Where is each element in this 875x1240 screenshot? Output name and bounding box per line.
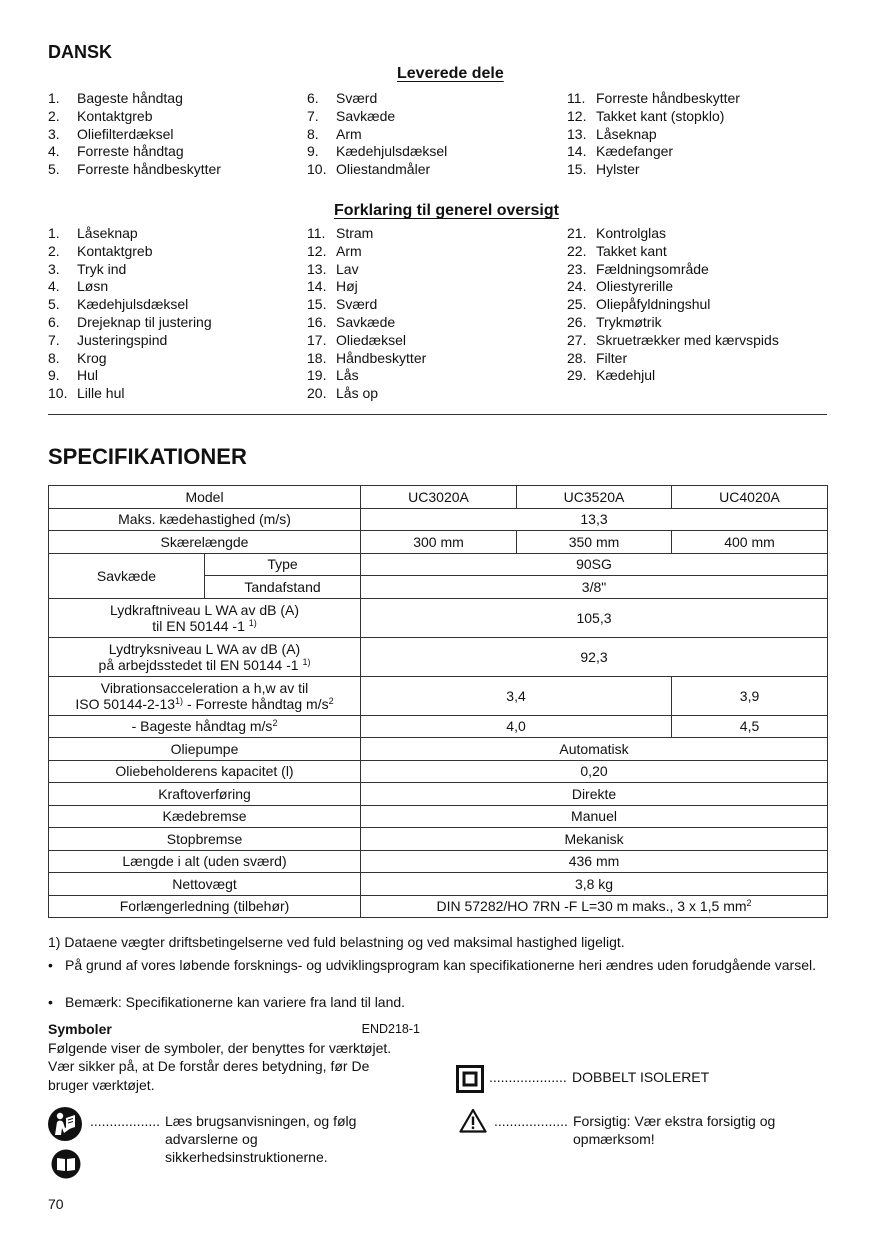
item-number: 18.: [307, 349, 327, 366]
spec-value: 400 mm: [672, 531, 828, 554]
table-row: [49, 508, 828, 531]
item-label: Kontrolglas: [596, 225, 667, 241]
item-label: Tryk ind: [77, 260, 127, 277]
item-number: 3.: [48, 260, 60, 277]
item-number: 5.: [48, 296, 60, 313]
list-item: [307, 243, 567, 261]
item-number: 2.: [48, 107, 60, 124]
list-item: [48, 350, 308, 368]
bullet-text: Bemærk: Specifikationerne kan variere fra land til land.: [65, 994, 406, 1010]
item-label: Lås: [336, 367, 359, 384]
spec-label: Længde i alt (uden sværd): [49, 850, 361, 873]
list-item: [48, 161, 308, 179]
item-label: Kædehjulsdæksel: [77, 296, 189, 313]
item-number: 13.: [307, 260, 327, 277]
spec-value: 0,20: [361, 760, 828, 783]
item-label: Filter: [596, 349, 628, 366]
leader-dots: ...................: [494, 1113, 568, 1129]
double-insulated-icon: [456, 1065, 484, 1096]
item-label: Høj: [336, 278, 358, 295]
list-item: [307, 314, 567, 332]
table-row: [49, 738, 828, 761]
list-item: [48, 296, 308, 314]
overview-col-1: [48, 225, 308, 403]
spec-label: Oliebeholderens kapacitet (l): [49, 760, 361, 783]
list-item: [567, 225, 827, 243]
item-number: 4.: [48, 143, 60, 160]
list-item: [307, 108, 567, 126]
list-item: [48, 278, 308, 296]
list-item: [48, 332, 308, 350]
list-item: [307, 143, 567, 161]
list-item: [307, 261, 567, 279]
list-item: [567, 278, 827, 296]
item-label: Hylster: [596, 161, 640, 178]
list-item: [567, 243, 827, 261]
leader-dots: ..................: [90, 1113, 161, 1129]
spec-label-line: Lydkraftniveau L WA av dB (A): [109, 601, 300, 618]
list-item: [48, 108, 308, 126]
spec-value: 90SG: [361, 553, 828, 576]
table-row: [49, 553, 828, 576]
overview-col-3: [567, 225, 827, 385]
spec-label: [49, 676, 361, 715]
caution-description: [494, 1112, 775, 1148]
item-label: Oliestandmåler: [336, 161, 431, 178]
list-item: [567, 314, 827, 332]
list-item: [307, 385, 567, 403]
item-label: Savkæde: [336, 107, 396, 124]
double-insulated-description: [489, 1068, 709, 1086]
superscript: 2: [272, 718, 278, 729]
item-label: Trykmøtrik: [596, 313, 662, 330]
list-item: [48, 385, 308, 403]
list-item: [567, 90, 827, 108]
table-row: [49, 486, 828, 509]
item-number: 29.: [567, 367, 587, 384]
item-number: 26.: [567, 313, 587, 330]
spec-value: Manuel: [361, 805, 828, 828]
document-code: END218-1: [361, 1022, 420, 1036]
table-row: [49, 783, 828, 806]
spec-value: 3/8": [361, 576, 828, 599]
item-label: Låseknap: [77, 225, 138, 241]
item-label: Sværd: [336, 296, 378, 313]
list-item: [567, 332, 827, 350]
item-number: 20.: [307, 385, 327, 402]
item-label: Kædehjulsdæksel: [336, 143, 448, 160]
item-label: Oliepåfyldningshul: [596, 296, 711, 313]
item-label: Lås op: [336, 385, 379, 402]
list-item: [567, 143, 827, 161]
supplied-parts-title: Leverede dele: [397, 65, 504, 82]
list-item: [307, 350, 567, 368]
item-label: Forreste håndbeskytter: [77, 161, 221, 178]
item-label: Savkæde: [336, 313, 396, 330]
item-label: Arm: [336, 242, 362, 259]
model-name: UC4020A: [672, 486, 828, 509]
list-item: [48, 314, 308, 332]
spec-label-line: Vibrationsacceleration a h,w av til: [100, 679, 309, 696]
spec-value-text: DIN 57282/HO 7RN -F L=30 m maks., 3 x 1,5 mm: [436, 898, 747, 915]
spec-label: Maks. kædehastighed (m/s): [49, 508, 361, 531]
list-item: [48, 143, 308, 161]
item-number: 24.: [567, 278, 587, 295]
supplied-parts-col-1: [48, 90, 308, 179]
table-row: [49, 760, 828, 783]
bullet-note: [48, 993, 838, 1012]
item-number: 9.: [307, 143, 319, 160]
read-manual-description: [90, 1112, 356, 1166]
item-number: 23.: [567, 260, 587, 277]
overview-col-2: [307, 225, 567, 403]
bullet-text: På grund af vores løbende forsknings- og udviklingsprogram kan specifikationerne heri ændres uden forudgående varsel.: [65, 957, 816, 973]
spec-value: 13,3: [361, 508, 828, 531]
footnote-ref: 1): [175, 695, 184, 706]
list-item: [48, 225, 308, 243]
item-label: Kædefanger: [596, 143, 674, 160]
item-label: Bageste håndtag: [77, 90, 183, 106]
section-divider: [48, 414, 827, 415]
item-label: Kontaktgreb: [77, 242, 153, 259]
language-heading: DANSK: [48, 42, 113, 62]
spec-value: 4,5: [672, 715, 828, 738]
item-label: Kontaktgreb: [77, 107, 153, 124]
item-number: 9.: [48, 367, 60, 384]
spec-label: Forlængerledning (tilbehør): [49, 895, 361, 918]
spec-value: Automatisk: [361, 738, 828, 761]
model-name: UC3020A: [361, 486, 517, 509]
item-label: Lille hul: [77, 385, 125, 402]
item-number: 7.: [48, 331, 60, 348]
item-number: 5.: [48, 161, 60, 178]
list-item: [567, 261, 827, 279]
item-number: 21.: [567, 225, 587, 241]
item-number: 22.: [567, 242, 587, 259]
list-item: [567, 367, 827, 385]
list-item: [307, 126, 567, 144]
list-item: [567, 108, 827, 126]
item-number: 25.: [567, 296, 587, 313]
item-label: Takket kant (stopklo): [596, 107, 725, 124]
item-number: 2.: [48, 242, 60, 259]
list-item: [567, 161, 827, 179]
table-row: [49, 828, 828, 851]
item-label: Oliestyrerille: [596, 278, 674, 295]
page-number: 70: [48, 1196, 64, 1212]
item-number: 14.: [567, 143, 587, 160]
item-label: Sværd: [336, 90, 378, 106]
leader-dots: ....................: [489, 1069, 567, 1085]
spec-label: [49, 598, 361, 637]
bullet-glyph: •: [48, 957, 53, 973]
item-label: Låseknap: [596, 125, 657, 142]
item-number: 12.: [567, 107, 587, 124]
list-item: [307, 90, 567, 108]
item-label: Oliedæksel: [336, 331, 407, 348]
item-number: 28.: [567, 349, 587, 366]
spec-value: 300 mm: [361, 531, 517, 554]
list-item: [307, 332, 567, 350]
model-name: UC3520A: [517, 486, 672, 509]
item-number: 15.: [307, 296, 327, 313]
spec-value: Direkte: [361, 783, 828, 806]
item-number: 10.: [307, 161, 327, 178]
item-number: 11.: [567, 90, 586, 106]
spec-value: 436 mm: [361, 850, 828, 873]
item-label: Arm: [336, 125, 362, 142]
list-item: [48, 243, 308, 261]
symbol-text: Læs brugsanvisningen, og følg: [165, 1113, 357, 1129]
spec-label-line: på arbejdsstedet til EN 50144 -1: [98, 656, 299, 673]
footnote-ref: 1): [248, 617, 257, 628]
symbol-text: DOBBELT ISOLERET: [572, 1069, 710, 1085]
list-item: [307, 225, 567, 243]
table-row: [49, 805, 828, 828]
symbol-text: opmærksom!: [573, 1131, 655, 1147]
item-label: Stram: [336, 225, 374, 241]
item-label: Justeringspind: [77, 331, 168, 348]
item-number: 4.: [48, 278, 60, 295]
item-number: 13.: [567, 125, 587, 142]
list-item: [567, 126, 827, 144]
spec-value: 350 mm: [517, 531, 672, 554]
footnote-ref: 1): [302, 656, 311, 667]
item-label: Håndbeskytter: [336, 349, 427, 366]
item-number: 8.: [48, 349, 60, 366]
spec-value: [361, 895, 828, 918]
list-item: [48, 126, 308, 144]
item-label: Skruetrækker med kærvspids: [596, 331, 779, 348]
item-number: 7.: [307, 107, 319, 124]
spec-label: Skærelængde: [49, 531, 361, 554]
spec-label: Oliepumpe: [49, 738, 361, 761]
spec-label: Stopbremse: [49, 828, 361, 851]
superscript: 2: [746, 898, 752, 909]
item-label: Lav: [336, 260, 359, 277]
symbol-text: advarslerne og: [165, 1131, 258, 1147]
item-number: 14.: [307, 278, 327, 295]
bullet-glyph: •: [48, 994, 53, 1010]
item-number: 8.: [307, 125, 319, 142]
spec-label-line: - Forreste håndtag m/s: [183, 695, 329, 712]
symbol-text: sikkerhedsinstruktionerne.: [165, 1149, 328, 1165]
item-number: 17.: [307, 331, 327, 348]
list-item: [307, 367, 567, 385]
spec-value: 92,3: [361, 637, 828, 676]
item-number: 27.: [567, 331, 587, 348]
spec-label: [49, 715, 361, 738]
table-row: [49, 531, 828, 554]
item-number: 11.: [307, 225, 326, 241]
list-item: [307, 161, 567, 179]
table-row: [49, 598, 828, 637]
item-number: 1.: [48, 225, 60, 241]
bullet-note: [48, 956, 838, 975]
table-row: [49, 895, 828, 918]
spec-value: Mekanisk: [361, 828, 828, 851]
book-icon: [51, 1149, 81, 1182]
read-manual-person-icon: [47, 1106, 83, 1145]
item-number: 19.: [307, 367, 327, 384]
item-number: 1.: [48, 90, 60, 106]
item-label: Forreste håndtag: [77, 143, 184, 160]
spec-value: 4,0: [361, 715, 672, 738]
list-item: [48, 261, 308, 279]
supplied-parts-col-3: [567, 90, 827, 179]
list-item: [567, 350, 827, 368]
table-row: [49, 676, 828, 715]
spec-value: 105,3: [361, 598, 828, 637]
item-label: Drejeknap til justering: [77, 313, 212, 330]
spec-value: 3,8 kg: [361, 873, 828, 896]
spec-label-line: ISO 50144-2-13: [75, 695, 176, 712]
list-item: [307, 278, 567, 296]
spec-sublabel: Type: [205, 553, 361, 576]
specifications-title: SPECIFIKATIONER: [48, 444, 247, 469]
symbol-text: Forsigtig: Vær ekstra forsigtig og: [573, 1113, 776, 1129]
spec-label: Model: [49, 486, 361, 509]
symbols-title: Symboler: [48, 1021, 112, 1037]
spec-label: Kædebremse: [49, 805, 361, 828]
item-number: 10.: [48, 385, 68, 402]
footnote-1: 1) Dataene vægter driftsbetingelserne ved fuld belastning og ved maksimal hastighed ligeligt.: [48, 934, 625, 950]
superscript: 2: [328, 695, 334, 706]
list-item: [307, 296, 567, 314]
list-item: [48, 367, 308, 385]
table-row: [49, 850, 828, 873]
item-number: 16.: [307, 313, 327, 330]
symbols-intro: Følgende viser de symboler, der benyttes for værktøjet. Vær sikker på, at De forstår deres betydning, før De bruger værktøjet.: [48, 1039, 392, 1093]
item-number: 12.: [307, 242, 327, 259]
spec-value: 3,4: [361, 676, 672, 715]
item-label: Kædehjul: [596, 367, 656, 384]
spec-value: 3,9: [672, 676, 828, 715]
spec-label: Savkæde: [49, 553, 205, 598]
spec-sublabel: Tandafstand: [205, 576, 361, 599]
item-number: 15.: [567, 161, 587, 178]
item-label: Takket kant: [596, 242, 667, 259]
supplied-parts-col-2: [307, 90, 567, 179]
warning-triangle-icon: [459, 1108, 487, 1136]
item-number: 6.: [48, 313, 60, 330]
spec-label-line: til EN 50144 -1: [152, 617, 245, 634]
specifications-table: [48, 485, 828, 918]
item-number: 3.: [48, 125, 60, 142]
item-label: Hul: [77, 367, 99, 384]
table-row: [49, 715, 828, 738]
item-number: 6.: [307, 90, 319, 106]
symbols-section: [48, 1020, 420, 1094]
spec-label-line: Lydtryksniveau L WA av dB (A): [108, 640, 301, 657]
spec-label: Nettovægt: [49, 873, 361, 896]
spec-label: [49, 637, 361, 676]
list-item: [48, 90, 308, 108]
item-label: Krog: [77, 349, 107, 366]
overview-title: Forklaring til generel oversigt: [334, 202, 559, 219]
table-row: [49, 637, 828, 676]
item-label: Oliefilterdæksel: [77, 125, 174, 142]
spec-label: Kraftoverføring: [49, 783, 361, 806]
item-label: Løsn: [77, 278, 109, 295]
table-row: [49, 873, 828, 896]
item-label: Forreste håndbeskytter: [596, 90, 740, 106]
item-label: Fældningsområde: [596, 260, 709, 277]
list-item: [567, 296, 827, 314]
spec-label-line: - Bageste håndtag m/s: [131, 718, 273, 735]
